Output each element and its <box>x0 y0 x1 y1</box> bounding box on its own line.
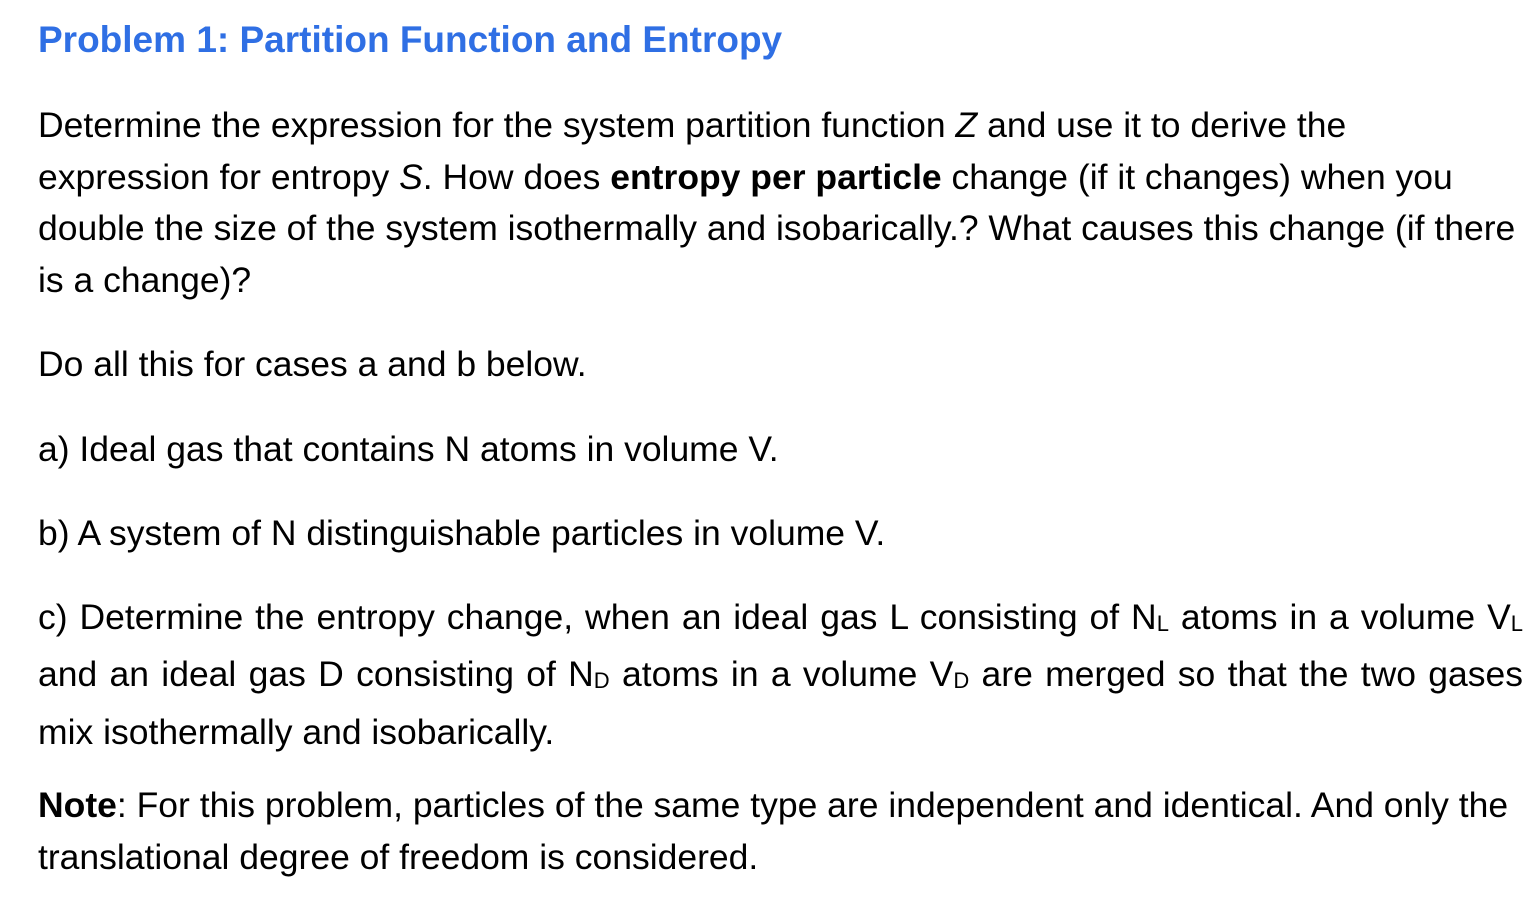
case-c-text-4: atoms in a volume V <box>609 654 954 695</box>
note-text: : For this problem, particles of the same type are independent and identical. And only the translational degree of freedom is considered. <box>38 785 1509 877</box>
entropy-per-particle-emphasis: entropy per particle <box>610 156 942 197</box>
note-paragraph <box>38 780 1523 883</box>
intro-text-4: change (if it changes) when you double the size of the system isothermally and isobarically.? What causes this change (if there is a change)? <box>38 156 1516 300</box>
case-b-paragraph <box>38 508 1523 560</box>
case-c-text-2: atoms in a volume V <box>1168 597 1511 637</box>
case-c-paragraph <box>38 592 1523 758</box>
intro-text-2: and use it to derive the expression for entropy <box>38 105 1347 197</box>
entropy-symbol: S <box>399 156 423 197</box>
case-c-text-3: and an ideal gas D consisting of N <box>38 654 594 695</box>
cases-intro-paragraph: Do all this for cases a and b below. <box>38 344 587 384</box>
intro-paragraph <box>38 100 1523 306</box>
problem-title: Problem 1: Partition Function and Entropy <box>38 19 783 60</box>
case-a-text-3: . <box>768 429 779 469</box>
subscript-d: D <box>953 668 970 693</box>
partition-function-symbol: Z <box>955 105 978 145</box>
case-c-text-5: are merged so that the two gases mix isothermally and isobarically. <box>38 654 1523 752</box>
intro-text-3: . How does <box>422 156 611 197</box>
subscript-d: D <box>593 668 610 693</box>
case-b-text-1: b) A system of N <box>38 513 297 553</box>
case-b-text-2: distinguishable particles in volume V <box>296 513 876 553</box>
case-a-text-2: atoms in volume V <box>470 429 769 469</box>
subscript-l: L <box>1156 610 1169 636</box>
subscript-l: L <box>1510 610 1523 636</box>
note-label: Note <box>38 785 117 825</box>
case-c-text-1: c) Determine the entropy change, when an ideal gas L consisting of N <box>38 597 1157 637</box>
case-a-paragraph <box>38 424 1523 476</box>
case-a-text-1: a) Ideal gas that contains N <box>38 429 471 469</box>
case-b-text-3: . <box>875 513 886 553</box>
intro-text-1: Determine the expression for the system partition function <box>38 105 956 145</box>
